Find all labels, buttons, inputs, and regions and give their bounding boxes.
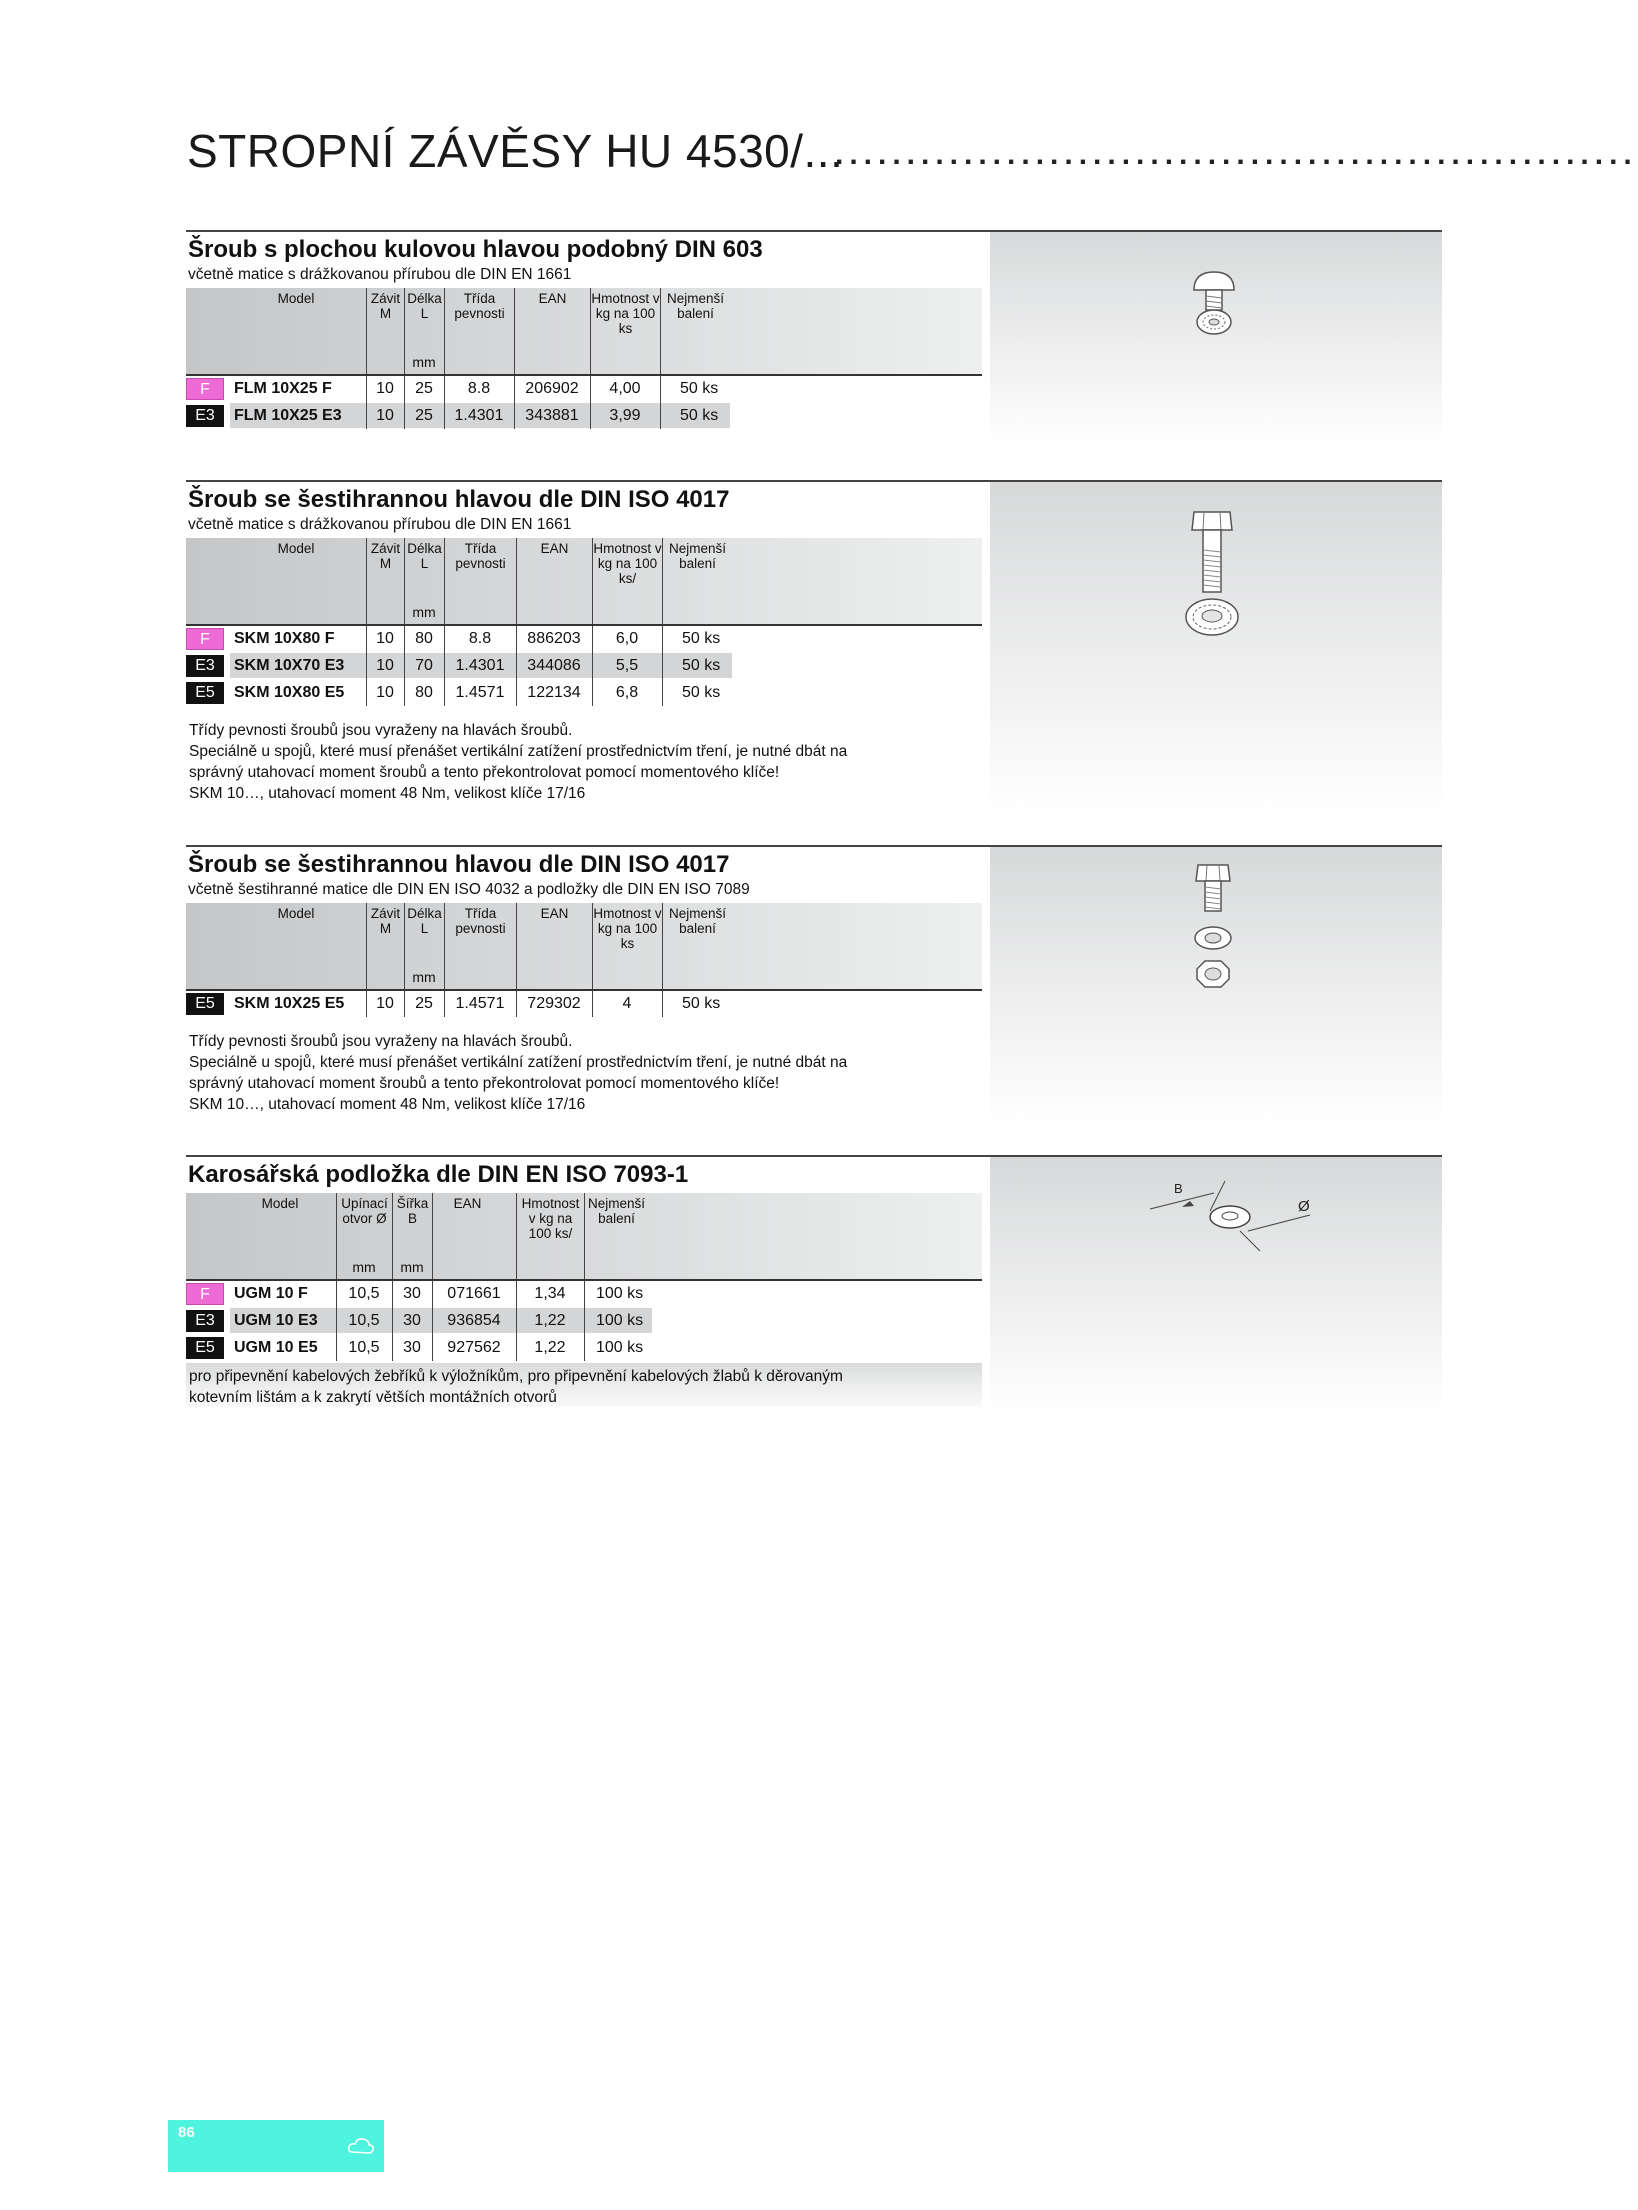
col-model: Model [277,291,315,306]
page-title: STROPNÍ ZÁVĚSY HU 4530/... [187,125,844,177]
col-width: Šířka B [392,1193,432,1279]
section-subtitle: včetně šestihranné matice dle DIN EN ISO 4032 a podložky dle DIN EN ISO 7089 [188,881,750,898]
weight-cell: 4 [622,995,632,1012]
note-line: správný utahovací moment šroubů a tento překontrolovat pomocí momentového klíče! [189,764,780,781]
col-class: Třída pevnosti [444,538,516,624]
thread-cell: 10 [376,657,394,674]
ean-cell: 729302 [527,995,581,1012]
col-class: Třída pevnosti [444,903,516,989]
unit-hole: mm [352,1259,376,1275]
section-subtitle: včetně matice s drážkovanou přírubou dle DIN EN 1661 [188,266,572,283]
model-cell: UGM 10 F [234,1285,308,1302]
pack-cell: 50 ks [682,630,721,647]
model-cell: FLM 10X25 F [234,380,332,397]
col-model: Model [261,1196,299,1211]
col-length: Délka L [404,288,444,374]
pack-cell: 100 ks [596,1312,644,1329]
washer-icon [1188,923,1238,953]
col-weight: Hmotnost v kg na 100 ks [592,903,662,989]
length-cell: 80 [415,630,433,647]
unit-length: mm [412,604,436,620]
col-ean: EAN [432,1193,502,1279]
col-pack: Nejmenší balení [662,538,732,624]
weight-cell: 1,34 [534,1285,566,1302]
col-pack: Nejmenší balení [584,1193,648,1279]
model-cell: SKM 10X70 E3 [234,657,345,674]
ean-cell: 936854 [447,1312,501,1329]
ean-cell: 927562 [447,1339,501,1356]
weight-cell: 6,8 [615,684,639,701]
note-line: Speciálně u spojů, které musí přenášet vertikální zatížení prostřednictvím tření, je nutné dbát na [189,1054,848,1071]
model-cell: SKM 10X25 E5 [234,995,345,1012]
ean-cell: 344086 [527,657,581,674]
pack-cell: 100 ks [596,1339,644,1356]
thread-cell: 10 [376,630,394,647]
section-title: Šroub se šestihrannou hlavou dle DIN ISO 4017 [188,851,730,878]
serrated-flange-nut-icon [1177,592,1247,642]
finish-badge: F [186,378,224,400]
col-thread: Závit M [366,538,404,624]
ean-cell: 886203 [527,630,581,647]
finish-badge: E5 [186,993,224,1015]
note-line: SKM 10…, utahovací moment 48 Nm, velikost klíče 17/16 [189,785,586,802]
serrated-flange-nut-icon [1184,302,1244,342]
product-image-panel [990,1157,1442,1415]
unit-length: mm [412,969,436,985]
col-ean: EAN [516,903,592,989]
section-title: Šroub se šestihrannou hlavou dle DIN ISO 4017 [188,486,730,513]
product-image-panel [990,847,1442,1125]
section-body-washer [186,1155,1442,1415]
note-line: Třídy pevnosti šroubů jsou vyraženy na hlavách šroubů. [189,1033,573,1050]
model-cell: SKM 10X80 E5 [234,684,345,701]
table-header [186,538,982,626]
finish-badge: E3 [186,1310,224,1332]
section-hex-bolt-nut-washer [186,845,1442,1125]
col-weight: Hmotnost v kg na 100 ks [590,288,660,374]
col-weight: Hmotnost v kg na 100 ks/ [592,538,662,624]
finish-badge: E3 [186,405,224,427]
table-header [186,288,982,376]
thread-cell: 10 [376,684,394,701]
weight-cell: 5,5 [615,657,639,674]
hole-cell: 10,5 [348,1312,380,1329]
ean-cell: 122134 [527,684,581,701]
hole-cell: 10,5 [348,1339,380,1356]
length-cell: 25 [415,380,433,397]
pack-cell: 50 ks [682,684,721,701]
hex-nut-icon [1188,957,1238,993]
col-ean: EAN [514,288,590,374]
table-row [186,991,982,1017]
ean-cell: 343881 [525,407,579,424]
class-cell: 1.4301 [454,407,504,424]
hex-bolt-short-icon [1188,859,1238,919]
weight-cell: 4,00 [609,380,641,397]
note-line: správný utahovací moment šroubů a tento překontrolovat pomocí momentového klíče! [189,1075,780,1092]
section-title: Karosářská podložka dle DIN EN ISO 7093-1 [188,1161,689,1188]
width-cell: 30 [403,1339,421,1356]
class-cell: 1.4301 [455,657,505,674]
note-line: pro připevnění kabelových žebříků k výložníkům, pro připevnění kabelových žlabů k děrovaným [189,1368,843,1385]
width-cell: 30 [403,1285,421,1302]
col-thread: Závit M [366,903,404,989]
thread-cell: 10 [376,380,394,397]
section-flat-head-bolt [186,230,1442,445]
table-row [186,626,982,652]
pack-cell: 50 ks [680,380,719,397]
finish-badge: F [186,628,224,650]
page-number: 86 [178,2124,195,2141]
length-cell: 70 [415,657,433,674]
section-hex-bolt-flange [186,480,1442,815]
dimension-label-diameter: Ø [1298,1198,1310,1215]
class-cell: 8.8 [468,630,492,647]
col-pack: Nejmenší balení [660,288,730,374]
class-cell: 1.4571 [455,684,505,701]
note-line: Třídy pevnosti šroubů jsou vyraženy na hlavách šroubů. [189,722,573,739]
length-cell: 80 [415,684,433,701]
width-cell: 30 [403,1312,421,1329]
class-cell: 8.8 [467,380,491,397]
col-weight: Hmotnost v kg na 100 ks/ [516,1193,584,1279]
col-hole: Upínací otvor Ø [336,1193,392,1279]
table-row [186,376,982,402]
section-subtitle: včetně matice s drážkovanou přírubou dle DIN EN 1661 [188,516,572,533]
length-cell: 25 [415,407,433,424]
weight-cell: 1,22 [534,1312,566,1329]
finish-badge: E5 [186,682,224,704]
col-ean: EAN [516,538,592,624]
model-cell: UGM 10 E3 [234,1312,318,1329]
weight-cell: 6,0 [615,630,639,647]
model-cell: UGM 10 E5 [234,1339,318,1356]
hole-cell: 10,5 [348,1285,380,1302]
cloud-icon [346,2134,376,2158]
dimension-label-b: B [1174,1181,1183,1196]
thread-cell: 10 [376,407,394,424]
model-cell: SKM 10X80 F [234,630,335,647]
finish-badge: F [186,1283,224,1305]
page-footer [168,2120,384,2172]
weight-cell: 1,22 [534,1339,566,1356]
col-length: Délka L [404,903,444,989]
col-thread: Závit M [366,288,404,374]
product-image-panel [990,482,1442,815]
pack-cell: 100 ks [596,1285,644,1302]
col-model: Model [277,541,315,556]
col-class: Třída pevnosti [444,288,514,374]
table-header [186,1193,982,1281]
table-row [186,403,982,429]
weight-cell: 3,99 [609,407,641,424]
body-washer-drawing-icon [1130,1171,1330,1251]
thread-cell: 10 [376,995,394,1012]
note-line: Speciálně u spojů, které musí přenášet vertikální zatížení prostřednictvím tření, je nutné dbát na [189,743,848,760]
col-length: Délka L [404,538,444,624]
finish-badge: E5 [186,1337,224,1359]
table-header [186,903,982,991]
pack-cell: 50 ks [682,657,721,674]
title-dot-leader: ........................................................ [835,138,1638,171]
table-row [186,680,982,706]
ean-cell: 071661 [447,1285,501,1302]
unit-length: mm [412,354,436,370]
finish-badge: E3 [186,655,224,677]
model-cell: FLM 10X25 E3 [234,407,342,424]
length-cell: 25 [415,995,433,1012]
note-line: SKM 10…, utahovací moment 48 Nm, velikost klíče 17/16 [189,1096,586,1113]
col-model: Model [277,906,315,921]
hex-bolt-long-icon [1182,500,1242,600]
pack-cell: 50 ks [682,995,721,1012]
note-line: kotevním lištám a k zakrytí větších montážních otvorů [189,1389,557,1406]
class-cell: 1.4571 [455,995,505,1012]
section-title: Šroub s plochou kulovou hlavou podobný DIN 603 [188,236,763,263]
table-row [186,653,982,679]
col-pack: Nejmenší balení [662,903,732,989]
unit-width: mm [400,1259,424,1275]
pack-cell: 50 ks [680,407,719,424]
ean-cell: 206902 [525,380,579,397]
product-image-panel [990,232,1442,445]
